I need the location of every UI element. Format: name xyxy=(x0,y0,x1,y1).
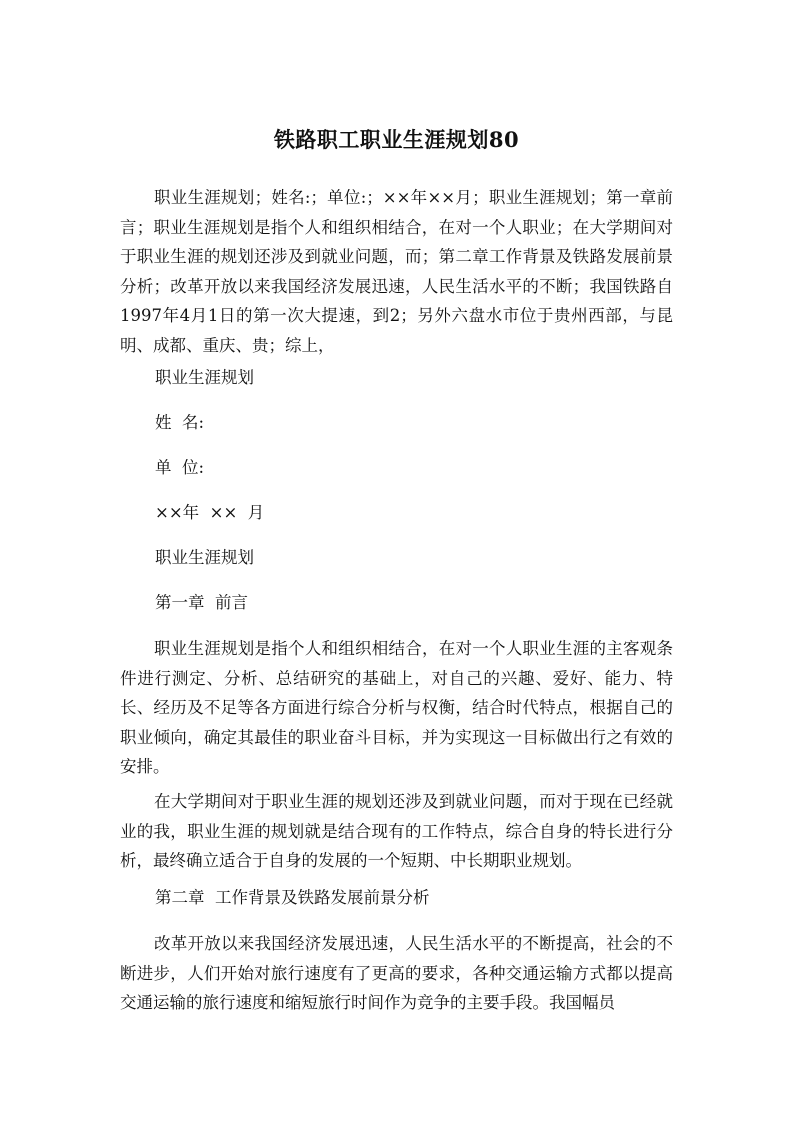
unit-label: 单 位: xyxy=(155,458,205,477)
chapter2-paragraph-1: 改革开放以来我国经济发展迅速，人民生活水平的不断提高，社会的不断进步，人们开始对旅行速度有了更高的要求，各种交通运输方式都以提高交通运输的旅行速度和缩短旅行时间作为竞争的主要手段。我国幅员 xyxy=(120,934,673,1012)
cover-title: 职业生涯规划 xyxy=(155,368,254,387)
section-title: 职业生涯规划 xyxy=(155,548,254,567)
chapter1-heading: 第一章 前言 xyxy=(155,593,248,612)
document-title: 铁路职工职业生涯规划80 xyxy=(273,127,520,152)
chapter2-heading: 第二章 工作背景及铁路发展前景分析 xyxy=(155,888,430,907)
name-label: 姓 名: xyxy=(155,413,205,432)
date-line: ××年 ×× 月 xyxy=(155,503,265,522)
chapter1-paragraph-2: 在大学期间对于职业生涯的规划还涉及到就业问题，而对于现在已经就业的我，职业生涯的规划就是结合现有的工作特点，综合自身的特长进行分析，最终确立适合于自身的发展的一个短期、中长期职业规划。 xyxy=(120,792,673,870)
summary-paragraph: 职业生涯规划；姓名:；单位:；××年××月；职业生涯规划；第一章前言；职业生涯规划是指个人和组织相结合，在对一个人职业；在大学期间对于职业生涯的规划还涉及到就业问题，而；第二章工作背景及铁路发展前景分析；改革开放以来我国经济发展迅速，人民生活水平的不断；我国铁路自1997年4月1日的第一次大提速，到2；另外六盘水市位于贵州西部，与昆明、成都、重庆、贵；综上， xyxy=(120,188,673,355)
chapter1-paragraph-1: 职业生涯规划是指个人和组织相结合，在对一个人职业生涯的主客观条件进行测定、分析、总结研究的基础上，对自己的兴趣、爱好、能力、特长、经历及不足等各方面进行综合分析与权衡，结合时代特点，根据自己的职业倾向，确定其最佳的职业奋斗目标，并为实现这一目标做出行之有效的安排。 xyxy=(120,639,673,776)
